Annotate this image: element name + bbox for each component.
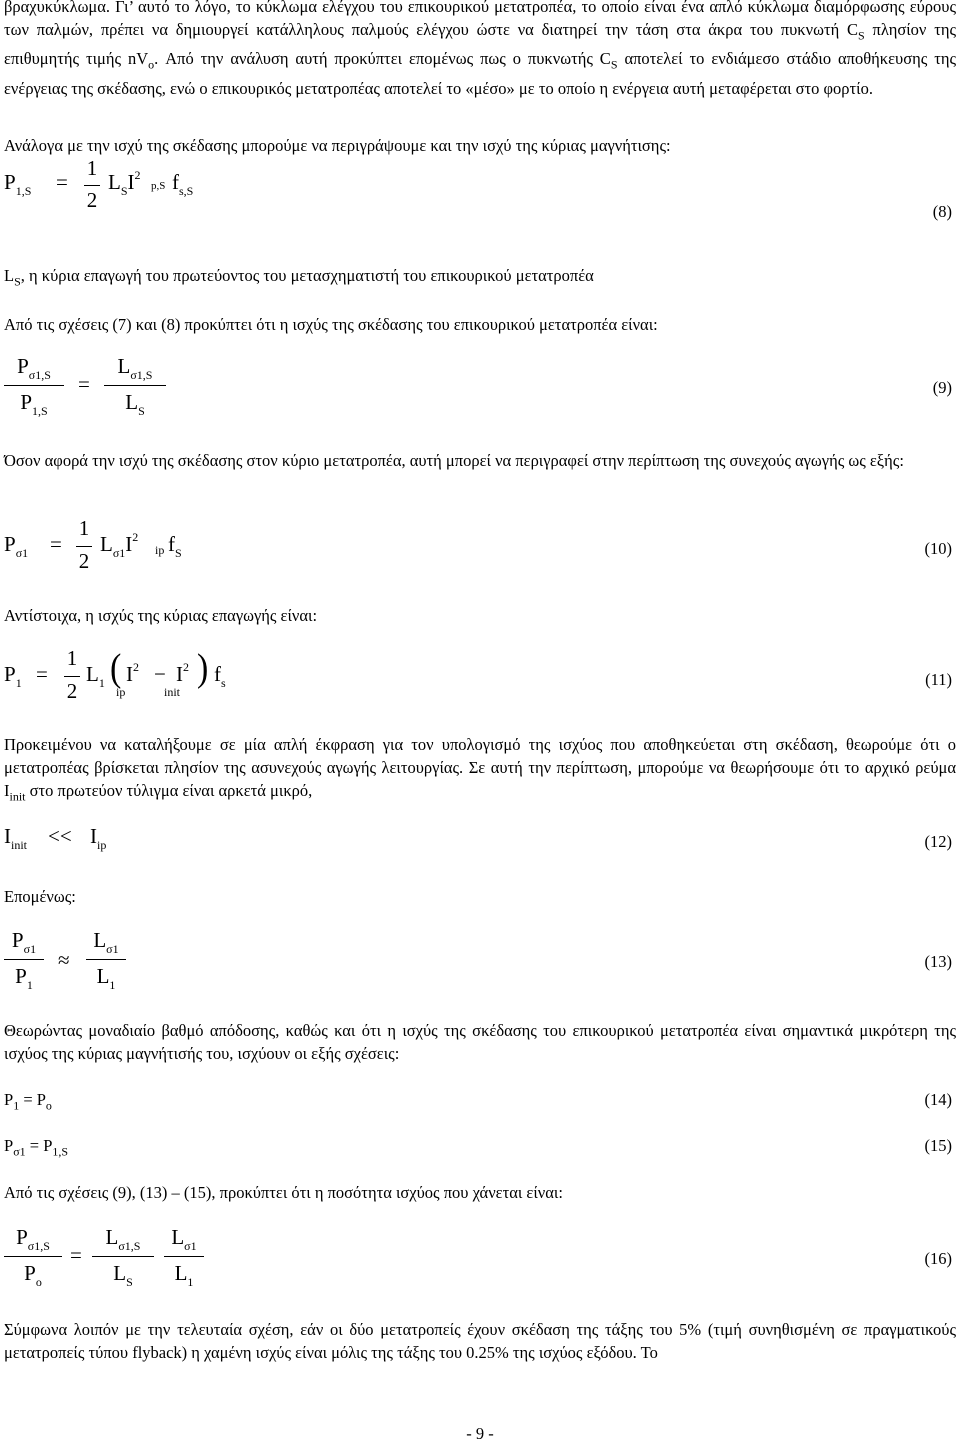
paragraph-from-relations: Από τις σχέσεις (7) και (8) προκύπτει ότι η ισχύς της σκέδασης του επικουρικού μετατροπέα είναι: xyxy=(4,315,658,334)
equation-number-15: (15) xyxy=(924,1136,952,1155)
equation-11: $P_1$ = 1 2 $L_1$ ( $I^2$ ip − $I^2$ init ) $f_s$ xyxy=(4,646,226,703)
equation-number-12: (12) xyxy=(924,832,952,851)
equation-number-8: (8) xyxy=(932,202,952,221)
equation-12: $I_{init}$ << $I_{ip}$ xyxy=(4,824,107,852)
equation-number-9: (9) xyxy=(932,378,952,397)
equation-number-14: (14) xyxy=(924,1090,952,1109)
equation-number-16: (16) xyxy=(924,1249,952,1268)
equation-9: $P_{\sigma 1,S}$ $P_{1,S}$ = $L_{\sigma 1,S}$ $L_S$ xyxy=(4,354,404,424)
page-number: - 9 - xyxy=(466,1424,494,1443)
paragraph-main-converter-leakage: Όσον αφορά την ισχύ της σκέδασης στον κύριο μετατροπέα, αυτή μπορεί να περιγραφεί στην περίπτωση της συνεχούς αγωγής ως εξής: xyxy=(4,451,904,470)
paragraph-conclusion: Σύμφωνα λοιπόν με την τελευταία σχέση, εάν οι δύο μετατροπείς έχουν σκέδαση της τάξης του 5% (τιμή συνηθισμένη σε πραγματικούς μετατροπείς τύπου flyback) η χαμένη ισχύς είναι μόλις της τάξης του 0.25% της ισχύος εξόδου. Το xyxy=(4,1320,956,1362)
equation-16: $P_{\sigma 1,S}$ $P_o$ = $L_{\sigma 1,S}$ $L_S$ $L_{\sigma 1}$ $L_1$ xyxy=(4,1225,404,1295)
paragraph-intro: βραχυκύκλωμα. Γι’ αυτό το λόγο, το κύκλωμα ελέγχου του επικουρικού μετατροπέα, το οποίο είναι ένα απλό κύκλωμα διαμόρφωσης εύρους των παλμών, πρέπει να δημιουργεί κατάλληλους παλμούς ελέγχου ώστε να διατηρεί την τάση στα άκρα του πυκνωτή $C_S$ πλησίον της επιθυμητής τιμής $nV_o$. Από την ανάλυση αυτή προκύπτει επομένως πως ο πυκνωτής $C_S$ αποτελεί το ενδιάμεσο στάδιο αποθήκευσης της ενέργειας της σκέδασης, ενώ ο επικουρικός μετατροπέας αποτελεί το «μέσο» με το οποίο η ενέργεια αυτή μεταφέρεται στο φορτίο. xyxy=(4,0,956,98)
paragraph-unit-efficiency: Θεωρώντας μοναδιαίο βαθμό απόδοσης, καθώς και ότι η ισχύς της σκέδασης του επικουρικού μετατροπέα είναι σημαντικά μικρότερη της ισχύος της κύριας μαγνήτισής του, ισχύουν οι εξής σχέσεις: xyxy=(4,1021,956,1063)
equation-number-10: (10) xyxy=(924,539,952,558)
paragraph-lost-power: Από τις σχέσεις (9), (13) – (15), προκύπτει ότι η ποσότητα ισχύος που χάνεται είναι: xyxy=(4,1183,563,1202)
paragraph-simplification: Προκειμένου να καταλήξουμε σε μία απλή έκφραση για τον υπολογισμό της ισχύος που αποθηκεύεται στη σκέδαση, θεωρούμε ότι ο μετατροπέας βρίσκεται πλησίον της ασυνεχούς αγωγής λειτουργίας. Σε αυτή την περίπτωση, μπορούμε να θεωρήσουμε ότι το αρχικό ρεύμα $I_{init}$ στο πρωτεύον τύλιγμα είναι αρκετά μικρό, xyxy=(4,735,956,804)
equation-13: $P_{\sigma 1}$ $P_1$ ≈ $L_{\sigma 1}$ $L_1$ xyxy=(4,928,304,998)
paragraph-therefore: Επομένως: xyxy=(4,887,76,906)
paragraph-main-inductance-power: Αντίστοιχα, η ισχύς της κύριας επαγωγής είναι: xyxy=(4,606,318,625)
equation-15: $P_{\sigma 1} = P_{1,S}$ xyxy=(4,1136,69,1159)
equation-10: $P_{\sigma 1}$ = 1 2 $L_{\sigma 1}I^2$ ip $f_S$ xyxy=(4,516,182,573)
equation-number-13: (13) xyxy=(924,952,952,971)
equation-14: $P_1 = P_o$ xyxy=(4,1090,52,1113)
equation-number-11: (11) xyxy=(925,670,952,689)
paragraph-main-magnetization: Ανάλογα με την ισχύ της σκέδασης μπορούμε να περιγράψουμε και την ισχύ της κύριας μαγνήτισης: xyxy=(4,136,671,155)
paragraph-ls-definition: $L_S$, η κύρια επαγωγή του πρωτεύοντος του μετασχηματιστή του επικουρικού μετατροπέα xyxy=(4,266,594,289)
equation-8: $P_{1,S}$ = 1 2 $L_SI^2$ p,S $f_{s,S}$ xyxy=(4,156,194,212)
